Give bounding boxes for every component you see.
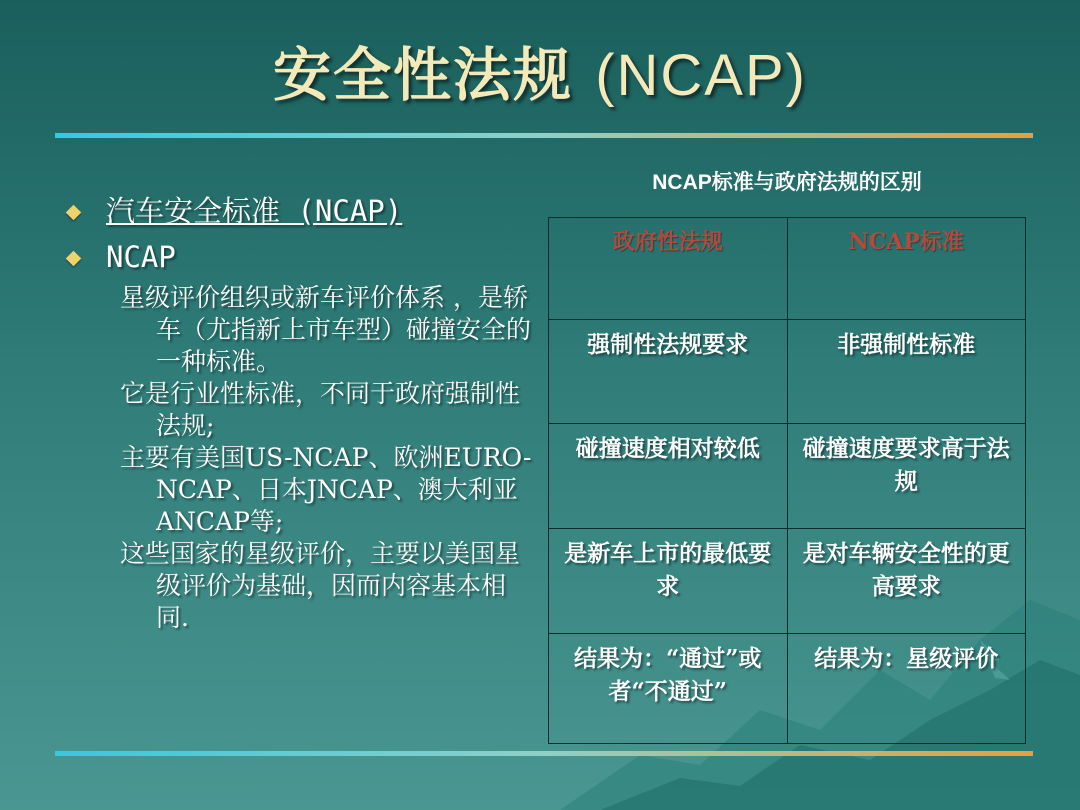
- header-ncap-standard: NCAP标准: [787, 218, 1026, 320]
- diamond-bullet-icon: [66, 205, 82, 221]
- table-cell: 强制性法规要求: [549, 320, 788, 424]
- bullet-item-ncap: [62, 238, 532, 276]
- table-row: [549, 320, 1026, 424]
- description-paragraph: 主要有美国US-NCAP、欧洲EURO-NCAP、日本JNCAP、澳大利亚ANCAP等;: [120, 443, 532, 536]
- table-cell: 结果为：“通过”或者“不通过”: [549, 634, 788, 744]
- divider-bottom: [55, 751, 1033, 756]
- bullet-text: NCAP: [106, 240, 176, 274]
- divider-top: [55, 133, 1033, 138]
- table-cell: 碰撞速度相对较低: [549, 424, 788, 529]
- table-row: [549, 634, 1026, 744]
- table-cell: 是对车辆安全性的更高要求: [787, 529, 1026, 634]
- comparison-table: [548, 217, 1026, 744]
- description-paragraph: 它是行业性标准，不同于政府强制性法规;: [120, 379, 521, 440]
- table-cell: 非强制性标准: [787, 320, 1026, 424]
- title-cn: 安全性法规: [273, 41, 574, 109]
- diamond-bullet-icon: [66, 251, 82, 267]
- bullet-item-standard: [62, 192, 532, 230]
- table-row: [549, 529, 1026, 634]
- bullet-text: 汽车安全标准 (NCAP): [106, 194, 403, 228]
- table-row: [549, 424, 1026, 529]
- description-paragraph: 星级评价组织或新车评价体系 ，是轿车（尤指新上市车型）碰撞安全的一种标准。: [120, 283, 532, 376]
- table-header-row: [549, 218, 1026, 320]
- title-latin: (NCAP): [595, 43, 807, 108]
- page-title: [0, 28, 1080, 112]
- ncap-description: [62, 282, 532, 634]
- table-caption: NCAP标准与政府法规的区别: [652, 171, 922, 194]
- table-cell: 是新车上市的最低要求: [549, 529, 788, 634]
- header-government-regulation: 政府性法规: [549, 218, 788, 320]
- bullet-list: [62, 192, 532, 634]
- description-paragraph: 这些国家的星级评价，主要以美国星级评价为基础，因而内容基本相同.: [120, 539, 521, 632]
- table-cell: 结果为：星级评价: [787, 634, 1026, 744]
- table-cell: 碰撞速度要求高于法规: [787, 424, 1026, 529]
